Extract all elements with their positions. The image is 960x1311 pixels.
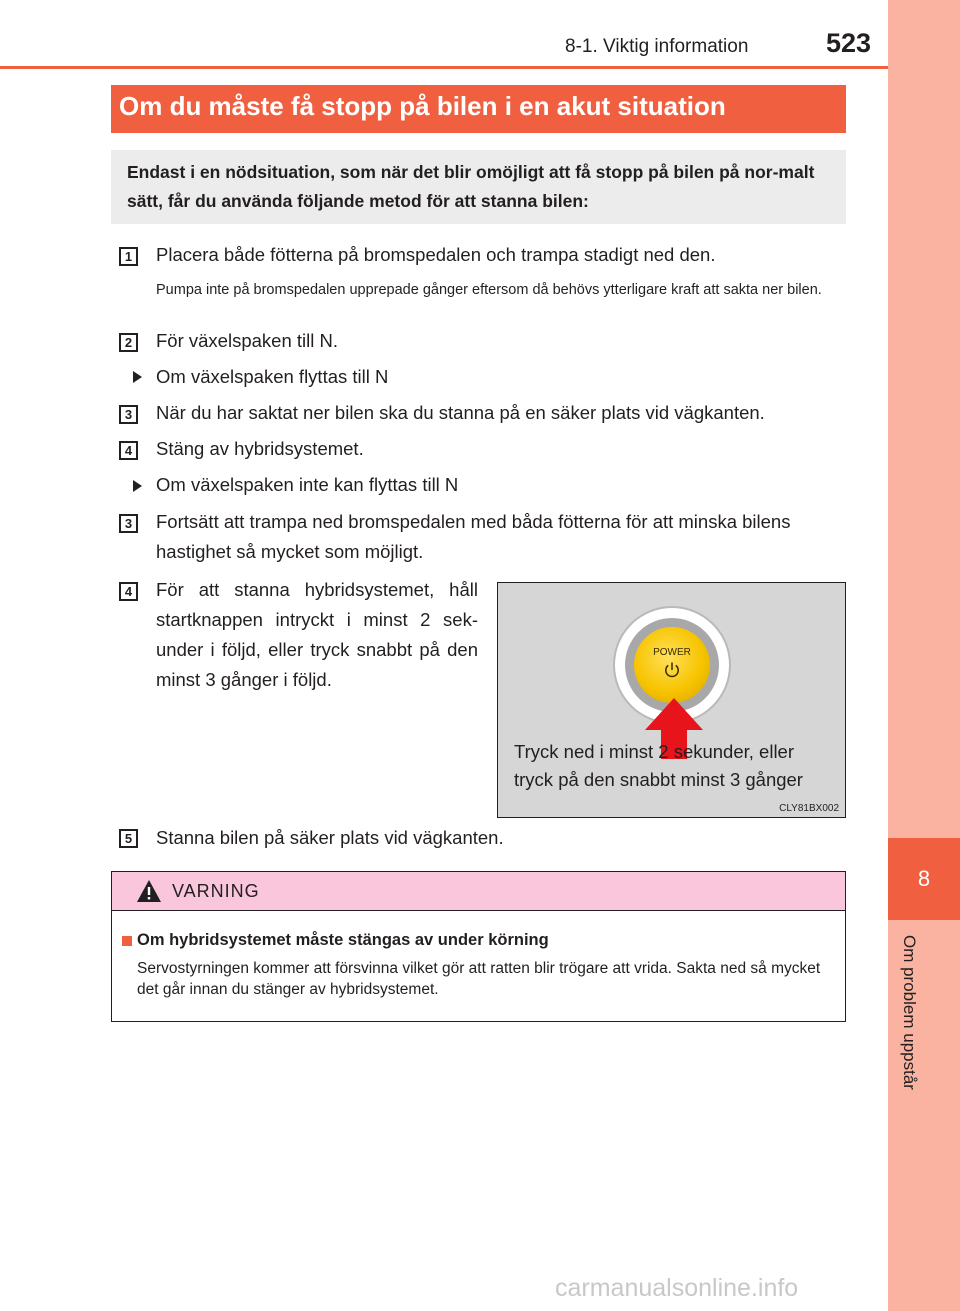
header-rule bbox=[0, 66, 888, 69]
step-text-2: För växelspaken till N. bbox=[156, 330, 338, 351]
power-button bbox=[634, 627, 710, 703]
case-triangle-icon bbox=[133, 371, 142, 383]
case-heading-1: Om växelspaken flyttas till N bbox=[156, 366, 389, 387]
warning-subtitle: Om hybridsystemet måste stängas av under körning bbox=[137, 931, 549, 949]
intro-box bbox=[111, 150, 846, 224]
step-number-1: 1 bbox=[119, 247, 138, 266]
bullet-square-icon bbox=[122, 936, 132, 946]
header-title: 8-1. Viktig information bbox=[565, 36, 749, 57]
case-triangle-icon bbox=[133, 480, 142, 492]
chapter-number: 8 bbox=[917, 866, 931, 891]
warning-icon bbox=[136, 879, 162, 903]
power-button-label: POWER bbox=[653, 647, 691, 658]
figure-code: CLY81BX002 bbox=[779, 803, 839, 814]
step-note-1: Pumpa inte på bromspedalen upprepade gånger eftersom då behövs ytterligare kraft att sakta ner bilen. bbox=[156, 282, 822, 298]
case-heading-2: Om växelspaken inte kan flyttas till N bbox=[156, 474, 459, 495]
step-text-5: Stanna bilen på säker plats vid vägkanten. bbox=[156, 827, 504, 848]
step-text-4: Stäng av hybridsystemet. bbox=[156, 438, 364, 459]
power-button-figure bbox=[497, 582, 846, 818]
step-number-2: 2 bbox=[119, 333, 138, 352]
power-icon bbox=[663, 661, 681, 679]
step-number-4: 4 bbox=[119, 441, 138, 460]
watermark: carmanualsonline.info bbox=[555, 1274, 799, 1302]
section-title-bar bbox=[111, 85, 846, 133]
warning-body: Servostyrningen kommer att försvinna vilket gör att ratten blir trögare att vrida. Sakta ned så mycket det går innan du stänger av hybridsystemet. bbox=[137, 960, 821, 998]
chapter-tab bbox=[888, 838, 960, 920]
step-number-3: 3 bbox=[119, 405, 138, 424]
step-text-4b: För att stanna hybridsystemet, håll startknappen intryckt i minst 2 sek-under i följd, eller tryck snabbt på den minst 3 gånger i följd. bbox=[156, 579, 478, 690]
step-text-3: När du har saktat ner bilen ska du stanna på en säker plats vid vägkanten. bbox=[156, 402, 765, 423]
figure-caption: Tryck ned i minst 2 sekunder, eller tryck på den snabbt minst 3 gånger bbox=[514, 741, 803, 790]
warning-box bbox=[111, 871, 846, 1022]
chapter-label: Om problem uppstår bbox=[900, 935, 919, 1090]
warning-header bbox=[112, 872, 845, 911]
intro-text: Endast i en nödsituation, som när det blir omöjligt att få stopp på bilen på nor-malt sätt, får du använda följande metod för att stanna bilen: bbox=[127, 162, 815, 211]
warning-title: VARNING bbox=[172, 881, 260, 901]
step-number-3b: 3 bbox=[119, 514, 138, 533]
step-number-5: 5 bbox=[119, 829, 138, 848]
step-text-1: Placera både fötterna på bromspedalen och trampa stadigt ned den. bbox=[156, 244, 716, 265]
section-title: Om du måste få stopp på bilen i en akut situation bbox=[119, 91, 726, 121]
step-number-4b: 4 bbox=[119, 582, 138, 601]
page-number: 523 bbox=[826, 28, 872, 58]
step-text-3b: Fortsätt att trampa ned bromspedalen med båda fötterna för att minska bilens hastighet så mycket som möjligt. bbox=[156, 511, 791, 562]
